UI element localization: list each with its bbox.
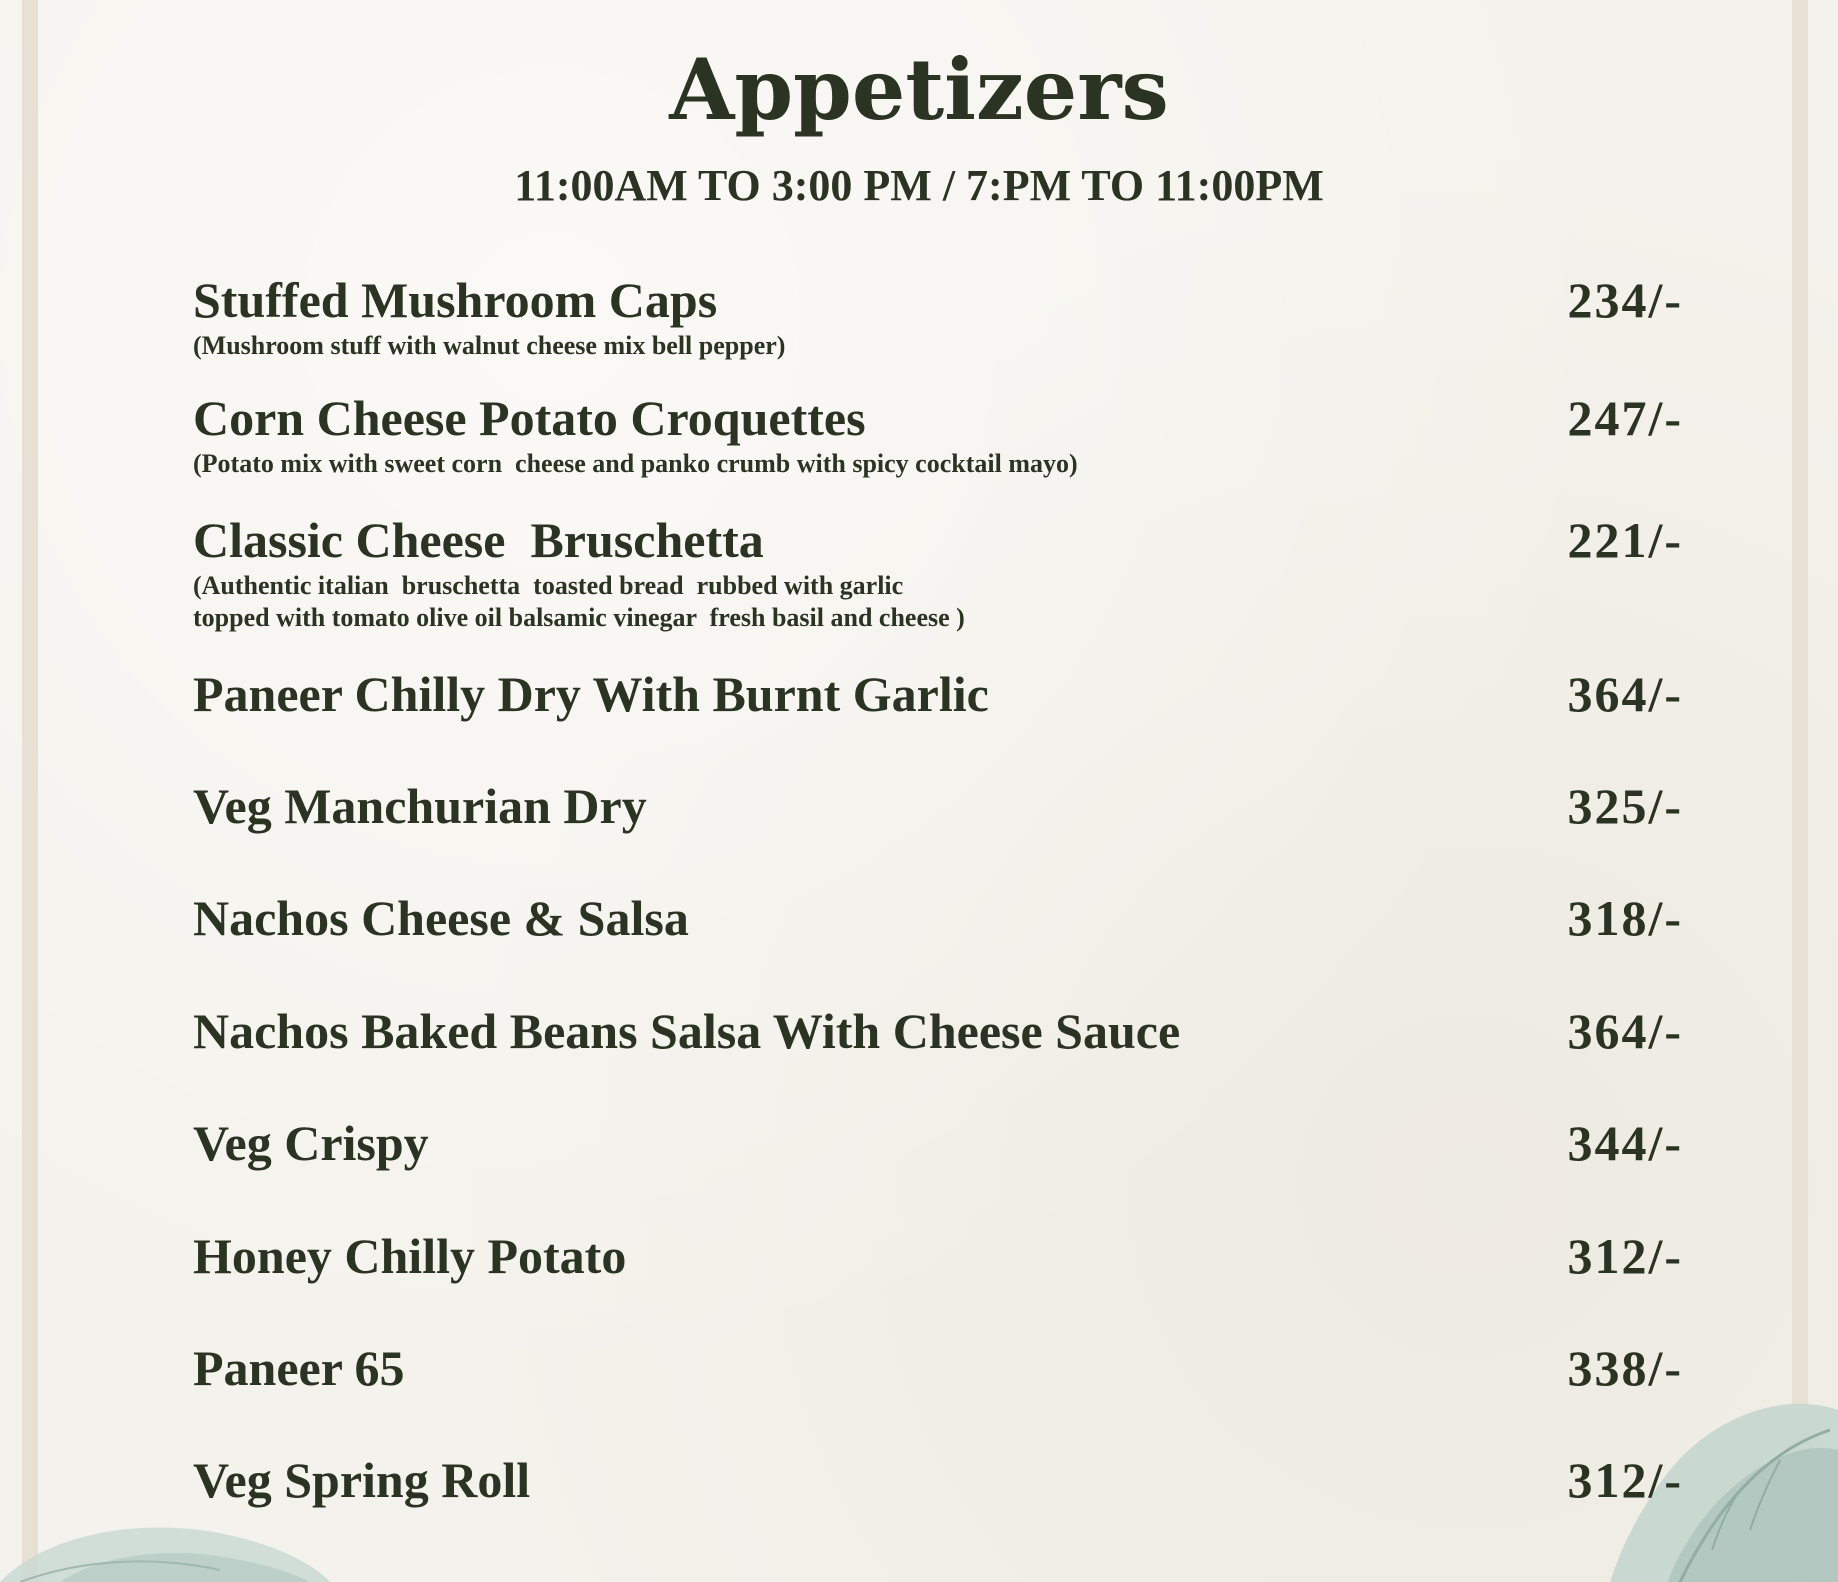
menu-item — [193, 1226, 1683, 1338]
item-name: Corn Cheese Potato Croquettes — [193, 390, 866, 446]
item-description: (Mushroom stuff with walnut cheese mix bell pepper) — [193, 331, 786, 360]
item-price: 221/- — [1567, 512, 1683, 568]
menu-item — [193, 664, 1683, 776]
menu-item — [193, 1450, 1683, 1530]
left-border — [22, 0, 38, 1582]
menu-item — [193, 270, 1683, 388]
item-description: (Authentic italian bruschetta toasted bread rubbed with garlic — [193, 571, 904, 600]
item-price: 325/- — [1567, 778, 1683, 834]
item-price: 364/- — [1567, 666, 1683, 722]
item-name: Nachos Baked Beans Salsa With Cheese Sauce — [193, 1003, 1181, 1059]
item-price: 312/- — [1567, 1452, 1683, 1508]
menu-item — [193, 776, 1683, 888]
item-price: 234/- — [1567, 272, 1683, 328]
item-name: Classic Cheese Bruschetta — [193, 512, 764, 568]
item-name: Veg Manchurian Dry — [193, 778, 647, 834]
item-description: (Potato mix with sweet corn cheese and panko crumb with spicy cocktail mayo) — [193, 449, 1078, 478]
item-price: 344/- — [1567, 1115, 1683, 1171]
menu-item — [193, 1001, 1683, 1113]
menu-item — [193, 510, 1683, 664]
item-name: Stuffed Mushroom Caps — [193, 272, 718, 328]
item-name: Veg Spring Roll — [193, 1452, 531, 1508]
item-price: 247/- — [1567, 390, 1683, 446]
item-description-line2: topped with tomato olive oil balsamic vinegar fresh basil and cheese ) — [193, 603, 965, 632]
item-price: 338/- — [1567, 1340, 1683, 1396]
opening-hours: 11:00AM TO 3:00 PM / 7:PM TO 11:00PM — [514, 161, 1324, 210]
menu-item — [193, 888, 1683, 1001]
item-name: Paneer Chilly Dry With Burnt Garlic — [193, 666, 989, 722]
item-name: Honey Chilly Potato — [193, 1228, 627, 1284]
item-name: Nachos Cheese & Salsa — [193, 890, 689, 946]
item-name: Veg Crispy — [193, 1115, 429, 1171]
item-price: 364/- — [1567, 1003, 1683, 1059]
item-name: Paneer 65 — [193, 1340, 405, 1396]
menu-list — [193, 270, 1683, 1530]
item-price: 312/- — [1567, 1228, 1683, 1284]
menu-item — [193, 1338, 1683, 1450]
menu-item — [193, 388, 1683, 510]
right-border — [1792, 0, 1808, 1582]
item-price: 318/- — [1567, 890, 1683, 946]
menu-item — [193, 1113, 1683, 1226]
page-title: Appetizers — [669, 40, 1169, 139]
